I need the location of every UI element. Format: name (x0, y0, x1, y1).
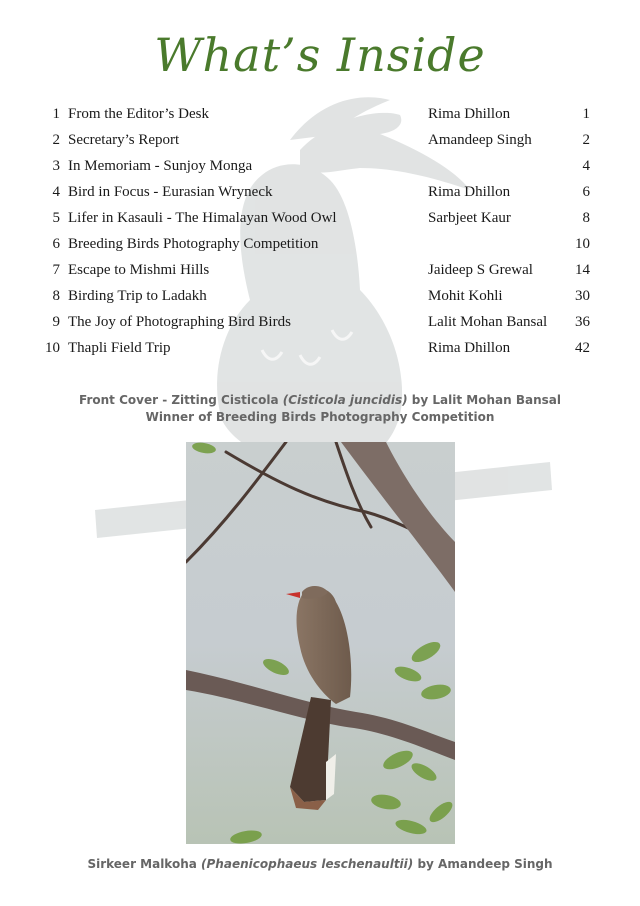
toc-row[interactable] (36, 312, 596, 338)
bird-photo (186, 442, 455, 844)
species-name: (Cisticola juncidis) (282, 393, 408, 407)
page-title: What’s Inside (154, 28, 486, 82)
caption-credit: by Lalit Mohan Bansal (407, 393, 561, 407)
species-name: (Phaenicophaeus leschenaultii) (201, 857, 414, 871)
table-of-contents (36, 104, 596, 364)
toc-number: 8 (52, 288, 60, 304)
toc-author: Mohit Kohli (428, 288, 503, 304)
caption-text: Sirkeer Malkoha (87, 857, 202, 871)
toc-number: 4 (52, 184, 60, 200)
toc-number: 5 (52, 210, 60, 226)
toc-number: 1 (52, 106, 60, 122)
toc-row[interactable] (36, 156, 596, 182)
toc-number: 9 (52, 314, 60, 330)
toc-row[interactable] (36, 234, 596, 260)
front-cover-line2: Winner of Breeding Birds Photography Competition (145, 410, 495, 424)
caption-credit: by Amandeep Singh (413, 857, 553, 871)
toc-page: 36 (575, 314, 590, 330)
toc-number: 2 (52, 132, 60, 148)
toc-page: 8 (582, 210, 590, 226)
toc-row[interactable] (36, 286, 596, 312)
toc-page: 42 (575, 340, 590, 356)
toc-row[interactable] (36, 260, 596, 286)
toc-author: Rima Dhillon (428, 340, 511, 356)
toc-page: 30 (575, 288, 590, 304)
toc-author: Rima Dhillon (428, 106, 511, 122)
toc-page: 2 (582, 132, 590, 148)
toc-row[interactable] (36, 130, 596, 156)
toc-page: 10 (575, 236, 590, 252)
front-cover-line1 (0, 392, 640, 409)
toc-page: 6 (582, 184, 590, 200)
toc-title: Birding Trip to Ladakh (68, 288, 207, 304)
toc-title: Thapli Field Trip (68, 340, 171, 356)
toc-title: Lifer in Kasauli - The Himalayan Wood Owl (68, 210, 337, 226)
toc-row[interactable] (36, 338, 596, 364)
toc-author: Lalit Mohan Bansal (428, 314, 548, 330)
toc-author: Sarbjeet Kaur (428, 210, 511, 226)
toc-page: 14 (575, 262, 590, 278)
toc-row[interactable] (36, 104, 596, 130)
toc-number: 6 (52, 236, 60, 252)
toc-row[interactable] (36, 182, 596, 208)
toc-title: Breeding Birds Photography Competition (68, 236, 319, 252)
toc-author: Rima Dhillon (428, 184, 511, 200)
toc-title: Escape to Mishmi Hills (68, 262, 210, 278)
toc-title: Secretary’s Report (68, 132, 180, 148)
toc-author: Amandeep Singh (428, 132, 532, 148)
caption-text: Front Cover - Zitting Cisticola (79, 393, 283, 407)
front-cover-caption (0, 392, 640, 426)
toc-number: 3 (52, 158, 60, 174)
toc-title: Bird in Focus - Eurasian Wryneck (68, 184, 273, 200)
toc-page: 4 (582, 158, 590, 174)
toc-row[interactable] (36, 208, 596, 234)
toc-page: 1 (582, 106, 590, 122)
toc-number: 10 (45, 340, 60, 356)
toc-number: 7 (52, 262, 60, 278)
toc-title: From the Editor’s Desk (68, 106, 209, 122)
photo-caption (0, 856, 640, 873)
toc-author: Jaideep S Grewal (428, 262, 533, 278)
toc-title: The Joy of Photographing Bird Birds (68, 314, 291, 330)
toc-title: In Memoriam - Sunjoy Monga (68, 158, 253, 174)
